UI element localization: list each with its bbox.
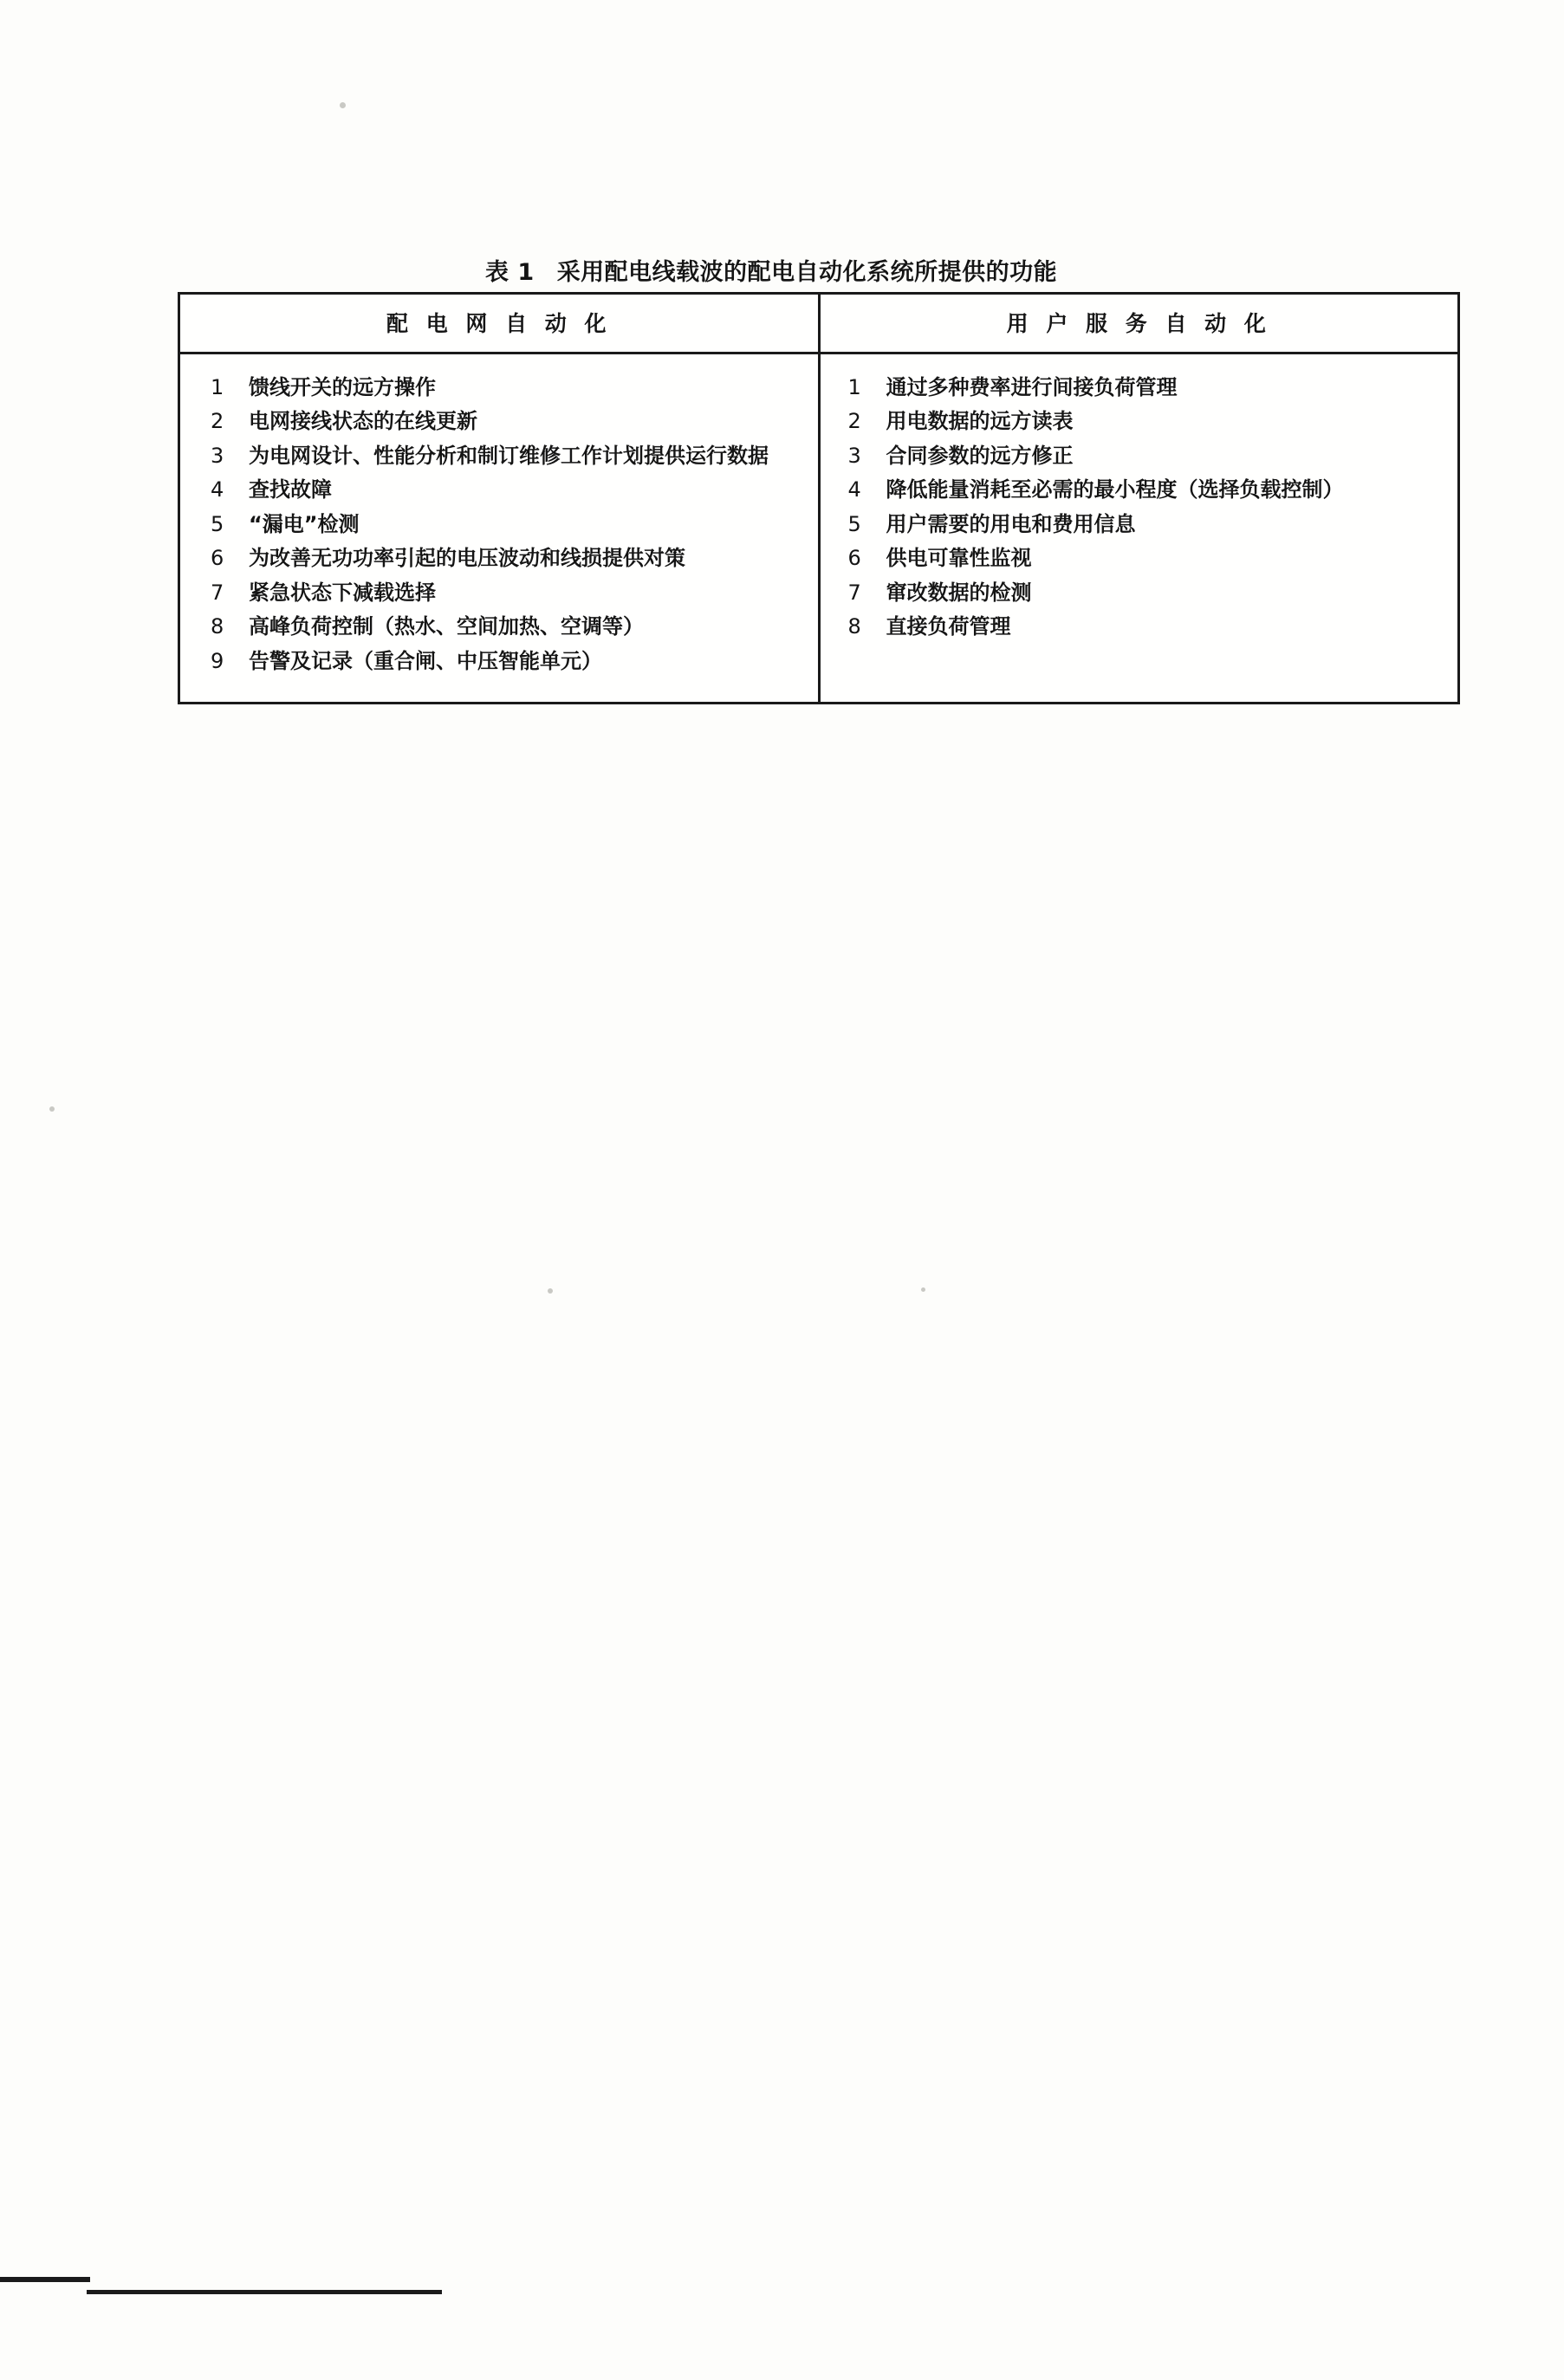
- table-caption-number: 表 1: [485, 259, 535, 286]
- list-item: [848, 509, 1450, 540]
- list-item: [211, 405, 809, 437]
- table-body: [179, 353, 1459, 704]
- table-caption-text: 采用配电线载波的配电自动化系统所提供的功能: [556, 259, 1058, 286]
- functions-table: [178, 292, 1460, 704]
- scan-speck: [548, 1288, 553, 1294]
- list-item-text: 告警及记录（重合闸、中压智能单元）: [249, 648, 602, 673]
- list-item-index: 4: [847, 477, 861, 503]
- list-item-index: 6: [211, 546, 224, 571]
- list-item-text: 降低能量消耗至必需的最小程度（选择负载控制）: [886, 477, 1344, 503]
- scan-speck: [921, 1287, 925, 1292]
- list-item-text: 通过多种费率进行间接负荷管理: [886, 375, 1178, 399]
- list-item-text: 查找故障: [249, 477, 332, 503]
- list-item: [211, 542, 809, 574]
- list-item-index: 6: [847, 546, 861, 571]
- list-item: [848, 372, 1450, 403]
- list-item-index: 8: [211, 614, 224, 639]
- list-item: [211, 509, 809, 540]
- list-item-text: 合同参数的远方修正: [886, 443, 1074, 468]
- list-item-index: 4: [211, 477, 224, 503]
- list-item-index: 1: [211, 375, 224, 399]
- list-item: [211, 645, 809, 677]
- list-item: [211, 577, 809, 608]
- list-item: [848, 542, 1450, 574]
- list-item: [211, 611, 809, 642]
- list-item-index: 5: [847, 511, 861, 536]
- cell-customer-service-automation: [819, 353, 1459, 704]
- list-item-index: 2: [847, 409, 861, 434]
- list-item-index: 3: [847, 443, 861, 468]
- list-item-index: 7: [847, 580, 861, 605]
- list-item: [848, 440, 1450, 471]
- table-caption: [485, 253, 1057, 287]
- list-item-index: 8: [847, 614, 861, 639]
- page-bottom-rule: [87, 2290, 442, 2294]
- list-item-index: 1: [847, 375, 861, 399]
- list-item-text: 用电数据的远方读表: [886, 409, 1074, 434]
- list-distribution-automation: [189, 372, 809, 677]
- list-item: [848, 577, 1450, 608]
- list-item-index: 9: [211, 648, 224, 673]
- list-item: [848, 611, 1450, 642]
- list-item-text: 直接负荷管理: [886, 614, 1011, 639]
- list-item: [211, 474, 809, 505]
- list-item: [848, 474, 1450, 505]
- column-header-distribution-automation: 配 电 网 自 动 化: [179, 294, 820, 353]
- list-item: [211, 440, 809, 471]
- scan-speck: [340, 102, 346, 108]
- list-item-text: 用户需要的用电和费用信息: [886, 511, 1136, 536]
- list-customer-service-automation: [829, 372, 1450, 643]
- list-item-text: 供电可靠性监视: [886, 546, 1032, 571]
- table-header-row: [179, 294, 1459, 353]
- column-header-customer-service-automation: 用 户 服 务 自 动 化: [819, 294, 1459, 353]
- list-item-index: 2: [211, 409, 224, 434]
- list-item-text: 馈线开关的远方操作: [249, 375, 436, 399]
- list-item-index: 5: [211, 511, 224, 536]
- list-item-index: 7: [211, 580, 224, 605]
- scan-speck: [49, 1106, 55, 1112]
- list-item-text: 为改善无功功率引起的电压波动和线损提供对策: [249, 546, 685, 571]
- list-item-text: 电网接线状态的在线更新: [249, 409, 477, 434]
- list-item-text: 高峰负荷控制（热水、空间加热、空调等）: [249, 614, 644, 639]
- functions-table-wrapper: [178, 292, 1460, 704]
- list-item-text: “漏电”检测: [249, 511, 360, 536]
- list-item-index: 3: [211, 443, 224, 468]
- list-item-text: 为电网设计、性能分析和制订维修工作计划提供运行数据: [249, 443, 769, 468]
- list-item-text: 紧急状态下减载选择: [249, 580, 436, 605]
- page-bottom-rule-left: [0, 2277, 90, 2282]
- cell-distribution-automation: [179, 353, 820, 704]
- list-item: [848, 405, 1450, 437]
- list-item: [211, 372, 809, 403]
- list-item-text: 窜改数据的检测: [886, 580, 1032, 605]
